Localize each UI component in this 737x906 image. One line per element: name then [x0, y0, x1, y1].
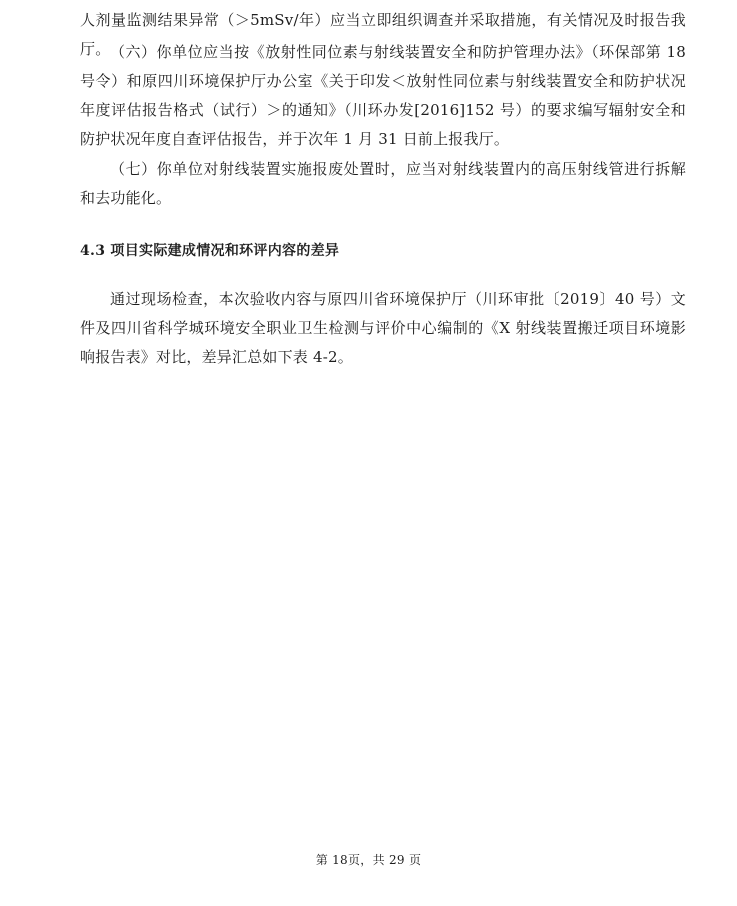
paragraph-dose-monitoring: 人剂量监测结果异常（＞5mSv/年）应当立即组织调查并采取措施，有关情况及时报告我厅。 — [80, 11, 686, 58]
section-heading: 4.3 项目实际建成情况和环评内容的差异 — [80, 243, 340, 259]
paragraph-item-seven: （七）你单位对射线装置实施报废处置时，应当对射线装置内的高压射线管进行拆解和去功能化。 — [80, 160, 686, 207]
page-number-footer: 第 18页，共 29 页 — [315, 853, 422, 867]
paragraph-item-six: （六）你单位应当按《放射性同位素与射线装置安全和防护管理办法》（环保部第 18 号令）和原四川环境保护厅办公室《关于印发＜放射性同位素与射线装置安全和防护状况年度评估报告格式（试行）＞的通知》（川环办发[2016]152 号）的要求编写辐射安全和防护状况年度自查评估报告，并于次年 1 月 31 日前上报我厅。 — [80, 43, 686, 148]
section-body-paragraph: 通过现场检查，本次验收内容与原四川省环境保护厅（川环审批〔2019〕40 号）文件及四川省科学城环境安全职业卫生检测与评价中心编制的《X 射线装置搬迁项目环境影响报告表》对比，差异汇总如下表 4-2。 — [80, 290, 686, 366]
